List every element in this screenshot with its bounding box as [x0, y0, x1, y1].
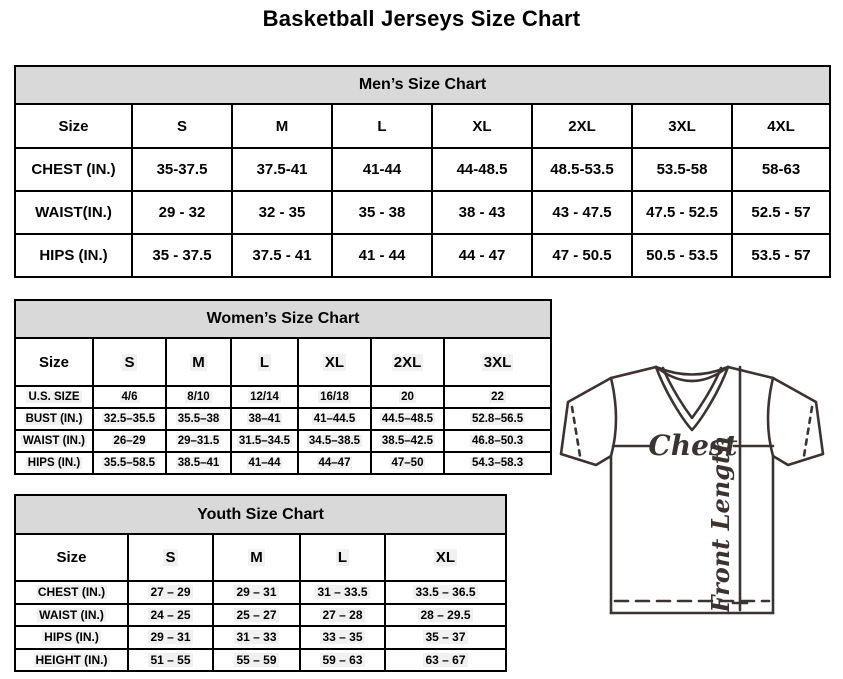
mens-value-cell: 37.5 - 41	[232, 234, 332, 277]
women-value-cell: 52.8–56.5	[444, 408, 551, 430]
mens-value-cell: 50.5 - 53.5	[632, 234, 732, 277]
youth-data-row	[15, 581, 506, 604]
mens-col-header-m: M	[232, 104, 332, 148]
women-value-cell: 8/10	[166, 386, 231, 408]
youth-table-title: Youth Size Chart	[15, 495, 506, 534]
mens-col-header-3xl: 3XL	[632, 104, 732, 148]
mens-value-cell: 38 - 43	[432, 191, 532, 234]
youth-value-cell: 28 – 29.5	[385, 604, 506, 627]
women-value-cell: 38.5–41	[166, 452, 231, 474]
women-value-cell: 34.5–38.5	[298, 430, 371, 452]
women-table-title: Women’s Size Chart	[15, 300, 551, 338]
youth-value-cell: 25 – 27	[213, 604, 300, 627]
women-value-cell: 29–31.5	[166, 430, 231, 452]
women-row-label: BUST (IN.)	[15, 408, 93, 430]
women-value-cell: 32.5–35.5	[93, 408, 166, 430]
women-value-cell: 44–47	[298, 452, 371, 474]
mens-value-cell: 43 - 47.5	[532, 191, 632, 234]
women-value-cell: 44.5–48.5	[371, 408, 444, 430]
youth-row-label: CHEST (IN.)	[15, 581, 128, 604]
women-value-cell: 47–50	[371, 452, 444, 474]
right-cuff-dashed-line	[804, 407, 812, 456]
youth-value-cell: 31 – 33	[213, 626, 300, 649]
women-col-header-xl: XL	[298, 338, 371, 386]
jersey-measurement-diagram	[559, 362, 825, 624]
mens-col-header-s: S	[132, 104, 232, 148]
women-col-header-3xl: 3XL	[444, 338, 551, 386]
women-col-header-m: M	[166, 338, 231, 386]
youth-col-header-m: M	[213, 534, 300, 581]
mens-row-label: WAIST(IN.)	[15, 191, 132, 234]
mens-row-label: CHEST (IN.)	[15, 148, 132, 191]
front-length-label: Front Length	[706, 435, 735, 613]
mens-value-cell: 41-44	[332, 148, 432, 191]
mens-value-cell: 53.5 - 57	[732, 234, 830, 277]
mens-value-cell: 48.5-53.5	[532, 148, 632, 191]
women-row-label: U.S. SIZE	[15, 386, 93, 408]
mens-value-cell: 35 - 37.5	[132, 234, 232, 277]
women-data-row	[15, 452, 551, 474]
mens-value-cell: 35 - 38	[332, 191, 432, 234]
women-row-label: HIPS (IN.)	[15, 452, 93, 474]
women-value-cell: 12/14	[231, 386, 298, 408]
women-col-header-l: L	[231, 338, 298, 386]
mens-size-chart-table	[14, 65, 829, 276]
women-value-cell: 46.8–50.3	[444, 430, 551, 452]
youth-value-cell: 59 – 63	[300, 649, 385, 672]
youth-col-header-l: L	[300, 534, 385, 581]
mens-data-row	[15, 191, 830, 234]
women-data-row	[15, 430, 551, 452]
mens-value-cell: 29 - 32	[132, 191, 232, 234]
women-data-row	[15, 408, 551, 430]
mens-col-header-2xl: 2XL	[532, 104, 632, 148]
youth-value-cell: 33 – 35	[300, 626, 385, 649]
mens-value-cell: 37.5-41	[232, 148, 332, 191]
youth-col-header-s: S	[128, 534, 213, 581]
women-value-cell: 41–44.5	[298, 408, 371, 430]
youth-value-cell: 33.5 – 36.5	[385, 581, 506, 604]
youth-data-row	[15, 604, 506, 627]
mens-value-cell: 41 - 44	[332, 234, 432, 277]
mens-value-cell: 44 - 47	[432, 234, 532, 277]
mens-value-cell: 53.5-58	[632, 148, 732, 191]
mens-col-header-4xl: 4XL	[732, 104, 830, 148]
right-shoulder-line	[728, 367, 773, 378]
mens-col-header-l: L	[332, 104, 432, 148]
youth-value-cell: 29 – 31	[213, 581, 300, 604]
left-sleeve-body-line	[561, 378, 611, 613]
youth-value-cell: 35 – 37	[385, 626, 506, 649]
mens-value-cell: 44-48.5	[432, 148, 532, 191]
jersey-outline	[561, 367, 823, 613]
women-col-header-2xl: 2XL	[371, 338, 444, 386]
women-value-cell: 26–29	[93, 430, 166, 452]
youth-row-label: HEIGHT (IN.)	[15, 649, 128, 672]
mens-table-title: Men’s Size Chart	[15, 66, 830, 104]
left-shoulder-line	[611, 367, 656, 378]
youth-row-label: WAIST (IN.)	[15, 604, 128, 627]
women-data-row	[15, 386, 551, 408]
women-value-cell: 20	[371, 386, 444, 408]
women-value-cell: 38–41	[231, 408, 298, 430]
youth-data-row	[15, 649, 506, 672]
youth-data-row	[15, 626, 506, 649]
womens-size-chart-table	[14, 299, 550, 473]
mens-header-row	[15, 104, 830, 148]
youth-header-row	[15, 534, 506, 581]
youth-value-cell: 51 – 55	[128, 649, 213, 672]
mens-value-cell: 35-37.5	[132, 148, 232, 191]
mens-value-cell: 47.5 - 52.5	[632, 191, 732, 234]
chest-label: Chest	[648, 429, 738, 462]
left-cuff-dashed-line	[572, 407, 580, 456]
women-value-cell: 22	[444, 386, 551, 408]
women-value-cell: 54.3–58.3	[444, 452, 551, 474]
mens-row-label: HIPS (IN.)	[15, 234, 132, 277]
mens-value-cell: 58-63	[732, 148, 830, 191]
mens-corner-size-label: Size	[15, 104, 132, 148]
women-header-row	[15, 338, 551, 386]
youth-size-chart-table	[14, 494, 505, 670]
women-value-cell: 35.5–58.5	[93, 452, 166, 474]
right-armhole-seam	[768, 378, 773, 456]
women-value-cell: 31.5–34.5	[231, 430, 298, 452]
youth-value-cell: 31 – 33.5	[300, 581, 385, 604]
women-value-cell: 4/6	[93, 386, 166, 408]
mens-data-row	[15, 148, 830, 191]
women-value-cell: 38.5–42.5	[371, 430, 444, 452]
youth-value-cell: 27 – 28	[300, 604, 385, 627]
women-col-header-s: S	[93, 338, 166, 386]
mens-data-row	[15, 234, 830, 277]
youth-value-cell: 24 – 25	[128, 604, 213, 627]
youth-value-cell: 29 – 31	[128, 626, 213, 649]
mens-value-cell: 32 - 35	[232, 191, 332, 234]
mens-col-header-xl: XL	[432, 104, 532, 148]
women-value-cell: 35.5–38	[166, 408, 231, 430]
mens-value-cell: 47 - 50.5	[532, 234, 632, 277]
mens-value-cell: 52.5 - 57	[732, 191, 830, 234]
youth-value-cell: 63 – 67	[385, 649, 506, 672]
right-sleeve-body-line	[773, 378, 823, 613]
page-title: Basketball Jerseys Size Chart	[262, 6, 581, 31]
women-value-cell: 41–44	[231, 452, 298, 474]
women-value-cell: 16/18	[298, 386, 371, 408]
youth-value-cell: 55 – 59	[213, 649, 300, 672]
youth-value-cell: 27 – 29	[128, 581, 213, 604]
youth-corner-size-label: Size	[15, 534, 128, 581]
women-row-label: WAIST (IN.)	[15, 430, 93, 452]
women-corner-size-label: Size	[15, 338, 93, 386]
left-armhole-seam	[611, 378, 616, 456]
youth-col-header-xl: XL	[385, 534, 506, 581]
youth-row-label: HIPS (IN.)	[15, 626, 128, 649]
